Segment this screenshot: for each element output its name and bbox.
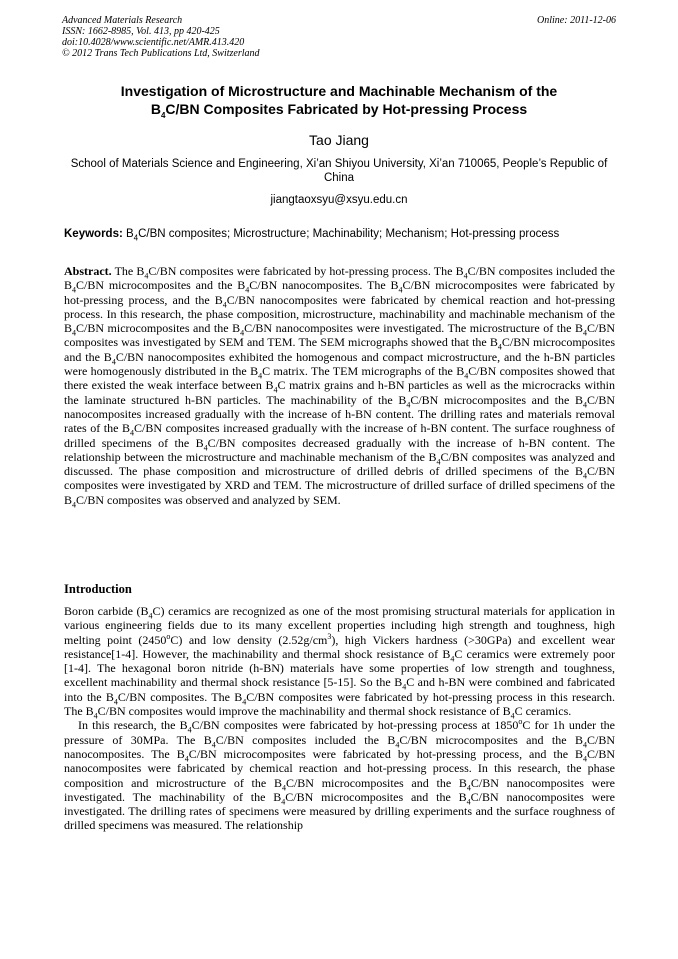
keywords-text: C/BN composites; Microstructure; Machinability; Mechanism; Hot-pressing process (138, 228, 560, 240)
title-line-1: Investigation of Microstructure and Machinable Mechanism of the (120, 83, 558, 99)
abstract-label: Abstract. (64, 264, 112, 278)
paper-title (64, 82, 614, 118)
journal-header (62, 15, 260, 59)
introduction-body (64, 604, 615, 833)
online-date: Online: 2011-12-06 (537, 15, 616, 26)
abstract-text: The $B_4C/BN$ composites were fabricated by hot-pressing process. The $B_4C/BN$ composites included the $B_4C/BN$ microcomposites and the $B_4C/BN$ nanocomposites. The $B_4C/BN$ microcomposites were fabricated by hot-pressing process, and the $B_4C/BN$ nanocomposites were fabricated by chemical reaction and hot-pressing process. In this research, the phase composition, microstructure, machinability and machinable mechanism of the $B_4C/BN$ microcomposites and the $B_4C/BN$ nanocomposites were investigated. The microstructure of the $B_4C/BN$ composites was investigated by SEM and TEM. The SEM micrographs showed that the $B_4C/BN$ microcomposites and the $B_4C/BN$ nanocomposites exhibited the homogenous and compact microstructure, and the h-BN particles were homogenously distributed in the $B_4C$ matrix. The TEM micrographs of the $B_4C/BN$ composites showed that there existed the weak interface between $B_4C$ matrix grains and h-BN particles as well as the microcracks within the laminate structured h-BN particles. The machinability of the $B_4C/BN$ microcomposites and the $B_4C/BN$ nanocomposites increased gradually with the increase of h-BN content. The drilling rates and materials removal rates of the $B_4C/BN$ composites increased gradually with the increase of h-BN content. The surface roughness of drilled specimens of the $B_4C/BN$ composites decreased gradually with the increase of h-BN content. The relationship between the microstructure and machinable mechanism of the $B_4C/BN$ composites was analyzed and discussed. The phase composition and microstructure of drilled debris of drilled specimens of the $B_4C/BN$ composites were investigated by XRD and TEM. The microstructure of drilled surface of drilled specimens of the $B_4C/BN$ composites was observed and analyzed by SEM. (64, 264, 616, 510)
introduction-paragraph-2: In this research, the $B_4C/BN$ composites were fabricated by hot-pressing process at 1850$^o$C for 1h under the pressure of 30MPa. The $B_4C/BN$ composites included the $B_4C/BN$ microcomposites and the $B_4C/BN$ nanocomposites. The $B_4C/BN$ microcomposites were fabricated by hot-pressing process, and the $B_4C/BN$ nanocomposites were fabricated by chemical reaction and hot-pressing process. In this research, the phase composition and microstructure of the $B_4C/BN$ microcomposites and the $B_4C/BN$ nanocomposites were investigated. The machinability of the $B_4C/BN$ microcomposites and the $B_4C/BN$ nanocomposites were investigated. The drilling rates of specimens were measured by drilling experiments and the surface roughness of drilled specimens was measured. The relationship (64, 717, 616, 833)
introduction-paragraph-1: Boron carbide $(B_4C)$ ceramics are recognized as one of the most promising structural materials for application in various engineering fields due to its many excellent properties including high strength and toughness, high melting point (2450$^o$C) and low density $(2.52g/cm^3)$, high Vickers hardness (>30GPa) and excellent wear resistance[1-4]. However, the machinability and thermal shock resistance of $B_4C$ ceramics were extremely poor [1-4]. The hexagonal boron nitride (h-BN) materials have some properties of low strength and toughness, excellent machinability and thermal shock resistance [5-15]. So the $B_4C$ and h-BN were combined and fabricated into the $B_4C/BN$ composites. The $B_4C/BN$ composites were fabricated by hot-pressing process in this research. The $B_4C/BN$ composites would improve the machinability and thermal shock resistance of $B_4C$ ceramics. (64, 604, 616, 721)
keywords-pre: B (126, 228, 134, 240)
keywords-sub: 4 (133, 233, 139, 243)
keywords (64, 228, 616, 243)
journal-issn: ISSN: 1662-8985, Vol. 413, pp 420-425 (62, 26, 220, 37)
keywords-label: Keywords: (64, 228, 123, 240)
title-line-2-sub: 4 (160, 110, 166, 120)
title-line-2-post: C/BN Composites Fabricated by Hot-pressing Process (165, 101, 528, 117)
title-line-2-pre: B (150, 101, 161, 117)
title-line-2 (64, 100, 614, 118)
introduction-heading: Introduction (64, 582, 132, 596)
author-name: Tao Jiang (309, 132, 369, 148)
author-affiliation: School of Materials Science and Engineering, Xi’an Shiyou University, Xi’an 710065, People’s Republic of China (70, 158, 608, 184)
journal-name: Advanced Materials Research (62, 15, 183, 26)
abstract (64, 264, 616, 510)
journal-doi: doi:10.4028/www.scientific.net/AMR.413.420 (62, 37, 245, 48)
author-email: jiangtaoxsyu@xsyu.edu.cn (270, 194, 408, 206)
journal-copyright: © 2012 Trans Tech Publications Ltd, Switzerland (62, 48, 260, 59)
